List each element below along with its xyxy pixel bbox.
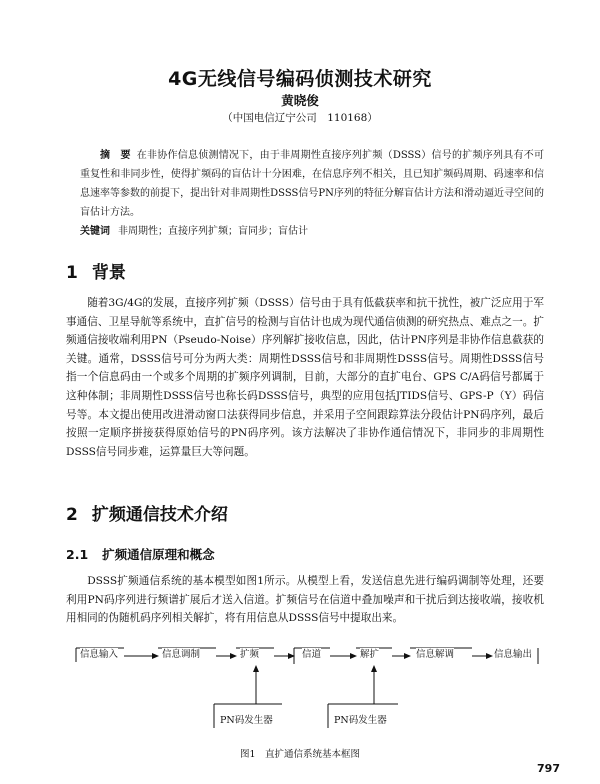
block-info-modulation: 信息调制 bbox=[162, 649, 201, 660]
page-number: 797 bbox=[537, 762, 560, 775]
section-1-heading bbox=[66, 258, 126, 283]
section-2-heading bbox=[66, 500, 228, 525]
section-2-1-heading bbox=[66, 545, 215, 563]
abstract-label: 摘 要 bbox=[100, 150, 131, 161]
section-1-title: 背景 bbox=[91, 263, 126, 283]
block-info-output: 信息输出 bbox=[494, 649, 533, 660]
block-pn-generator-rx: PN码发生器 bbox=[334, 715, 387, 726]
keywords-text: 非周期性；直接序列扩频；盲同步；盲估计 bbox=[118, 226, 308, 237]
paper-affiliation: （中国电信辽宁公司 110168） bbox=[222, 112, 378, 124]
section-2-1-paragraph: DSSS扩频通信系统的基本模型如图1所示。从模型上看，发送信息先进行编码调制等处理，还要利用PN码序列进行频谱扩展后才送入信道。扩频信号在信道中叠加噪声和干扰后到达接收端，接收机用相同的伪随机码序列相关解扩，将有用信息从DSSS信号中提取出来。 bbox=[66, 575, 544, 625]
paper-author: 黄晓俊 bbox=[281, 93, 319, 108]
section-2-1-title: 扩频通信原理和概念 bbox=[102, 547, 215, 562]
block-info-input: 信息输入 bbox=[80, 649, 119, 660]
block-spread: 扩频 bbox=[240, 649, 260, 660]
keywords-label: 关键词 bbox=[80, 226, 110, 237]
block-channel: 信道 bbox=[302, 649, 322, 660]
section-1-number: 1 bbox=[66, 263, 78, 283]
section-1-paragraph: 随着3G/4G的发展，直接序列扩频（DSSS）信号由于具有低截获率和抗干扰性，被广泛应用于军事通信、卫星导航等系统中，直扩信号的检测与盲估计也成为现代通信侦测的研究热点、难点之一。扩频通信接收端利用PN（Pseudo-Noise）序列解扩接收信息，因此，估计PN序列是非协作信息截获的关键。通常，DSSS信号可分为两大类：周期性DSSS信号和非周期性DSSS信号。周期性DSSS信号指一个信息码由一个或多个周期的扩频序列调制，目前，大部分的直扩电台、GPS C/A码信号都属于这种体制；非周期性DSSS信号也称长码DSSS信号，典型的应用包括JTIDS信号、GPS-P（Y）码信号等。本文提出使用改进滑动窗口法获得同步信息，并采用子空间跟踪算法分段估计PN码序列，最后按照一定顺序拼接获得原始信号的PN码序列。该方法解决了非协作通信情况下，非同步的非周期性DSSS信号同步难，运算量巨大等问题。 bbox=[66, 297, 544, 458]
block-pn-generator-tx: PN码发生器 bbox=[220, 715, 273, 726]
keywords bbox=[80, 222, 544, 241]
abstract bbox=[80, 146, 544, 222]
block-despread: 解扩 bbox=[360, 649, 380, 660]
section-2-number: 2 bbox=[66, 505, 78, 525]
figure-1-diagram bbox=[66, 632, 556, 744]
section-2-1-number: 2.1 bbox=[66, 547, 89, 562]
abstract-text: 在非协作信息侦测情况下，由于非周期性直接序列扩频（DSSS）信号的扩频序列具有不可重复性和非同步性，使得扩频码的盲估计十分困难，在信息序列不相关，且已知扩频码周期、码速率和信息速率等参数的前提下，提出针对非周期性DSSS信号PN序列的特征分解盲估计方法和滑动逼近寻空间的盲估计方法。 bbox=[80, 150, 544, 218]
figure-1-caption: 图1 直扩通信系统基本框图 bbox=[239, 749, 361, 760]
paper-title: 4G无线信号编码侦测技术研究 bbox=[168, 68, 432, 90]
block-info-demodulation: 信息解调 bbox=[416, 649, 455, 660]
section-2-title: 扩频通信技术介绍 bbox=[91, 505, 228, 525]
